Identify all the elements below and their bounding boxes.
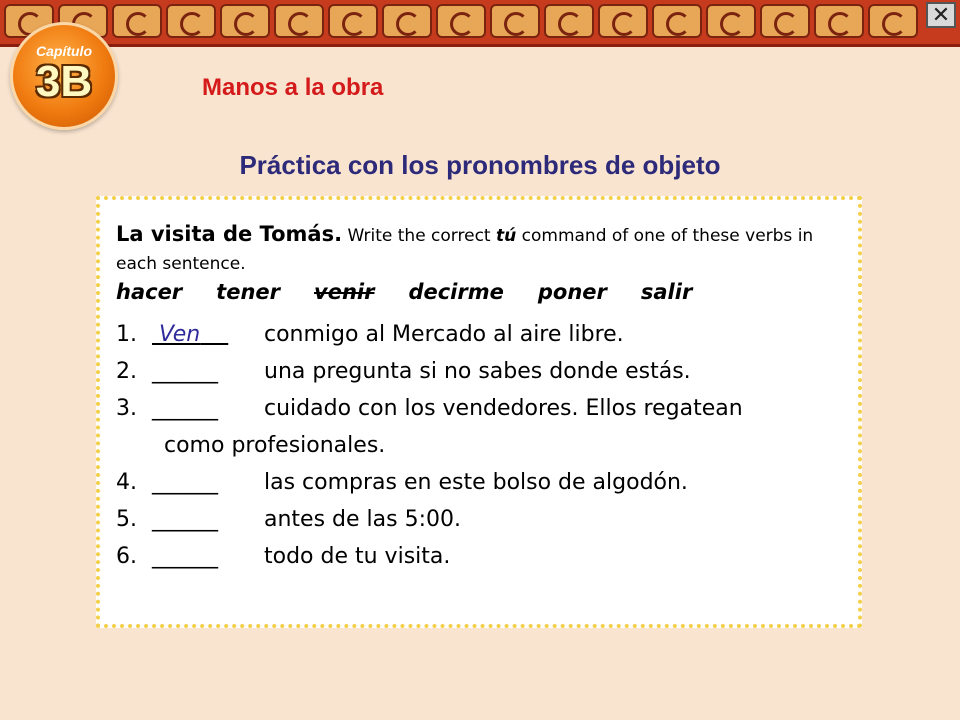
banner-pattern-tile: [112, 4, 162, 38]
answer-blank[interactable]: ______: [152, 470, 218, 495]
banner-pattern-tile: [436, 4, 486, 38]
exercise-items: [116, 316, 844, 575]
decorative-banner: [0, 0, 960, 47]
exercise-item: [116, 464, 844, 501]
verb-option: salir: [640, 280, 693, 304]
exercise-item: [116, 538, 844, 575]
close-button[interactable]: [926, 2, 956, 28]
answer-blank[interactable]: ______: [152, 396, 218, 421]
exercise-instructions: [116, 220, 844, 278]
verb-option: hacer: [116, 280, 183, 304]
banner-pattern-tile: [706, 4, 756, 38]
chapter-label: Capítulo: [36, 43, 92, 59]
instruction-part-a: Write the correct: [347, 226, 491, 246]
instruction-emphasis: tú: [496, 226, 517, 246]
chapter-badge: [10, 22, 118, 130]
banner-pattern-tile: [598, 4, 648, 38]
item-number: 2.: [116, 359, 137, 384]
item-number: 1.: [116, 322, 137, 347]
item-number: 6.: [116, 544, 137, 569]
close-icon: ✕: [931, 2, 951, 27]
item-number: 4.: [116, 470, 137, 495]
exercise-item: [116, 353, 844, 390]
item-text: conmigo al Mercado al aire libre.: [264, 322, 624, 347]
verb-bank: [116, 280, 844, 304]
banner-pattern-tile: [652, 4, 702, 38]
item-text: las compras en este bolso de algodón.: [264, 470, 688, 495]
banner-pattern-tile: [544, 4, 594, 38]
exercise-item: [116, 390, 844, 427]
item-text: antes de las 5:00.: [264, 507, 461, 532]
item-number: 5.: [116, 507, 137, 532]
item-number: 3.: [116, 396, 137, 421]
answer-blank[interactable]: ______: [152, 507, 218, 532]
answer-blank[interactable]: ______: [152, 544, 218, 569]
banner-pattern-tile: [868, 4, 918, 38]
answer-blank[interactable]: ______: [152, 359, 218, 384]
banner-pattern-tile: [274, 4, 324, 38]
banner-pattern-tile: [220, 4, 270, 38]
banner-pattern-tile: [760, 4, 810, 38]
verb-option: decirme: [408, 280, 504, 304]
exercise-box: [96, 196, 862, 628]
item-text: una pregunta si no sabes donde estás.: [264, 359, 691, 384]
exercise-item-continuation: [116, 427, 844, 464]
banner-pattern-tile: [814, 4, 864, 38]
exercise-item: [116, 501, 844, 538]
banner-pattern-tile: [382, 4, 432, 38]
banner-pattern-tile: [328, 4, 378, 38]
verb-option: tener: [216, 280, 281, 304]
answer-blank[interactable]: [152, 316, 264, 353]
item-text: cuidado con los vendedores. Ellos regatean: [264, 396, 743, 421]
answer-text: Ven: [159, 322, 201, 347]
item-text: todo de tu visita.: [264, 544, 451, 569]
section-title: Manos a la obra: [202, 74, 384, 101]
verb-option: poner: [537, 280, 607, 304]
exercise-lead: La visita de Tomás.: [116, 222, 343, 246]
chapter-number: 3B: [35, 57, 93, 106]
item-text-continued: como profesionales.: [164, 433, 386, 458]
exercise-item: [116, 316, 844, 353]
slide-title: Práctica con los pronombres de objeto: [239, 150, 721, 180]
verb-option-used: venir: [314, 280, 375, 304]
instruction-part-b: command of one of these verbs in each sentence.: [116, 226, 814, 274]
banner-pattern-tile: [166, 4, 216, 38]
banner-pattern-tile: [490, 4, 540, 38]
